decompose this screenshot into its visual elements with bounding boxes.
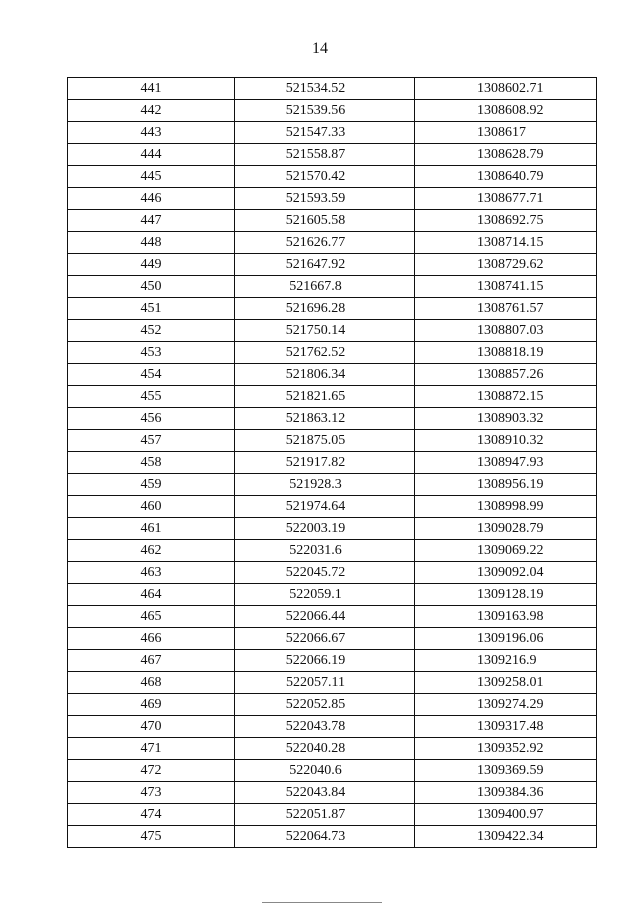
x-coordinate-cell: 521696.28 [235, 298, 415, 320]
point-number-cell: 473 [68, 782, 235, 804]
table-row [68, 628, 597, 650]
point-number-cell: 464 [68, 584, 235, 606]
point-number-cell: 458 [68, 452, 235, 474]
x-coordinate-cell: 522064.73 [235, 826, 415, 848]
y-coordinate-cell: 1308692.75 [415, 210, 597, 232]
table-row [68, 672, 597, 694]
x-coordinate-cell: 522051.87 [235, 804, 415, 826]
table-row [68, 342, 597, 364]
point-number-cell: 451 [68, 298, 235, 320]
x-coordinate-cell: 522040.28 [235, 738, 415, 760]
table-row [68, 474, 597, 496]
y-coordinate-cell: 1308617 [415, 122, 597, 144]
point-number-cell: 448 [68, 232, 235, 254]
point-number-cell: 455 [68, 386, 235, 408]
x-coordinate-cell: 521863.12 [235, 408, 415, 430]
y-coordinate-cell: 1309400.97 [415, 804, 597, 826]
y-coordinate-cell: 1309352.92 [415, 738, 597, 760]
y-coordinate-cell: 1309069.22 [415, 540, 597, 562]
table-row [68, 716, 597, 738]
table-row [68, 782, 597, 804]
point-number-cell: 452 [68, 320, 235, 342]
y-coordinate-cell: 1308677.71 [415, 188, 597, 210]
table-row [68, 650, 597, 672]
y-coordinate-cell: 1308956.19 [415, 474, 597, 496]
table-row [68, 694, 597, 716]
x-coordinate-cell: 521667.8 [235, 276, 415, 298]
point-number-cell: 449 [68, 254, 235, 276]
y-coordinate-cell: 1309258.01 [415, 672, 597, 694]
x-coordinate-cell: 522052.85 [235, 694, 415, 716]
y-coordinate-cell: 1308714.15 [415, 232, 597, 254]
point-number-cell: 466 [68, 628, 235, 650]
point-number-cell: 467 [68, 650, 235, 672]
y-coordinate-cell: 1309163.98 [415, 606, 597, 628]
y-coordinate-cell: 1308872.15 [415, 386, 597, 408]
point-number-cell: 463 [68, 562, 235, 584]
table-row [68, 166, 597, 188]
y-coordinate-cell: 1308628.79 [415, 144, 597, 166]
point-number-cell: 462 [68, 540, 235, 562]
x-coordinate-cell: 521821.65 [235, 386, 415, 408]
y-coordinate-cell: 1308903.32 [415, 408, 597, 430]
table-row [68, 232, 597, 254]
y-coordinate-cell: 1308807.03 [415, 320, 597, 342]
x-coordinate-cell: 521974.64 [235, 496, 415, 518]
point-number-cell: 444 [68, 144, 235, 166]
y-coordinate-cell: 1309216.9 [415, 650, 597, 672]
x-coordinate-cell: 522045.72 [235, 562, 415, 584]
y-coordinate-cell: 1308998.99 [415, 496, 597, 518]
table-row [68, 606, 597, 628]
point-number-cell: 454 [68, 364, 235, 386]
point-number-cell: 443 [68, 122, 235, 144]
point-number-cell: 461 [68, 518, 235, 540]
table-row [68, 298, 597, 320]
point-number-cell: 469 [68, 694, 235, 716]
point-number-cell: 474 [68, 804, 235, 826]
y-coordinate-cell: 1308910.32 [415, 430, 597, 452]
table-row [68, 738, 597, 760]
table-row [68, 78, 597, 100]
table-row [68, 100, 597, 122]
x-coordinate-cell: 522031.6 [235, 540, 415, 562]
x-coordinate-cell: 522043.84 [235, 782, 415, 804]
table-row [68, 276, 597, 298]
table-row [68, 254, 597, 276]
table-row [68, 826, 597, 848]
y-coordinate-cell: 1308818.19 [415, 342, 597, 364]
y-coordinate-cell: 1309317.48 [415, 716, 597, 738]
x-coordinate-cell: 521750.14 [235, 320, 415, 342]
y-coordinate-cell: 1309384.36 [415, 782, 597, 804]
x-coordinate-cell: 521762.52 [235, 342, 415, 364]
y-coordinate-cell: 1308741.15 [415, 276, 597, 298]
page-number: 14 [312, 40, 328, 57]
table-row [68, 386, 597, 408]
y-coordinate-cell: 1308602.71 [415, 78, 597, 100]
point-number-cell: 459 [68, 474, 235, 496]
x-coordinate-cell: 521647.92 [235, 254, 415, 276]
point-number-cell: 441 [68, 78, 235, 100]
table-row [68, 760, 597, 782]
page-bottom-rule [262, 902, 382, 903]
y-coordinate-cell: 1309274.29 [415, 694, 597, 716]
x-coordinate-cell: 521539.56 [235, 100, 415, 122]
table-row [68, 452, 597, 474]
y-coordinate-cell: 1309028.79 [415, 518, 597, 540]
point-number-cell: 468 [68, 672, 235, 694]
coordinate-table-body [68, 78, 597, 848]
coordinate-table [67, 77, 597, 848]
point-number-cell: 442 [68, 100, 235, 122]
table-row [68, 518, 597, 540]
point-number-cell: 460 [68, 496, 235, 518]
x-coordinate-cell: 522066.67 [235, 628, 415, 650]
table-row [68, 364, 597, 386]
x-coordinate-cell: 522059.1 [235, 584, 415, 606]
y-coordinate-cell: 1309092.04 [415, 562, 597, 584]
point-number-cell: 450 [68, 276, 235, 298]
y-coordinate-cell: 1309422.34 [415, 826, 597, 848]
point-number-cell: 447 [68, 210, 235, 232]
x-coordinate-cell: 521605.58 [235, 210, 415, 232]
x-coordinate-cell: 521917.82 [235, 452, 415, 474]
y-coordinate-cell: 1309128.19 [415, 584, 597, 606]
x-coordinate-cell: 521547.33 [235, 122, 415, 144]
table-row [68, 320, 597, 342]
point-number-cell: 453 [68, 342, 235, 364]
x-coordinate-cell: 521626.77 [235, 232, 415, 254]
point-number-cell: 456 [68, 408, 235, 430]
point-number-cell: 457 [68, 430, 235, 452]
point-number-cell: 470 [68, 716, 235, 738]
x-coordinate-cell: 522040.6 [235, 760, 415, 782]
y-coordinate-cell: 1308857.26 [415, 364, 597, 386]
table-row [68, 540, 597, 562]
y-coordinate-cell: 1308761.57 [415, 298, 597, 320]
table-row [68, 496, 597, 518]
point-number-cell: 445 [68, 166, 235, 188]
x-coordinate-cell: 521570.42 [235, 166, 415, 188]
point-number-cell: 465 [68, 606, 235, 628]
table-row [68, 430, 597, 452]
x-coordinate-cell: 521558.87 [235, 144, 415, 166]
x-coordinate-cell: 521928.3 [235, 474, 415, 496]
x-coordinate-cell: 521875.05 [235, 430, 415, 452]
table-row [68, 408, 597, 430]
table-row [68, 804, 597, 826]
table-row [68, 584, 597, 606]
x-coordinate-cell: 521534.52 [235, 78, 415, 100]
y-coordinate-cell: 1308640.79 [415, 166, 597, 188]
y-coordinate-cell: 1309369.59 [415, 760, 597, 782]
point-number-cell: 471 [68, 738, 235, 760]
y-coordinate-cell: 1309196.06 [415, 628, 597, 650]
x-coordinate-cell: 522057.11 [235, 672, 415, 694]
table-row [68, 122, 597, 144]
x-coordinate-cell: 522003.19 [235, 518, 415, 540]
x-coordinate-cell: 521806.34 [235, 364, 415, 386]
table-row [68, 210, 597, 232]
y-coordinate-cell: 1308947.93 [415, 452, 597, 474]
x-coordinate-cell: 521593.59 [235, 188, 415, 210]
point-number-cell: 472 [68, 760, 235, 782]
point-number-cell: 446 [68, 188, 235, 210]
x-coordinate-cell: 522066.44 [235, 606, 415, 628]
y-coordinate-cell: 1308608.92 [415, 100, 597, 122]
x-coordinate-cell: 522043.78 [235, 716, 415, 738]
x-coordinate-cell: 522066.19 [235, 650, 415, 672]
table-row [68, 562, 597, 584]
y-coordinate-cell: 1308729.62 [415, 254, 597, 276]
table-row [68, 188, 597, 210]
point-number-cell: 475 [68, 826, 235, 848]
table-row [68, 144, 597, 166]
